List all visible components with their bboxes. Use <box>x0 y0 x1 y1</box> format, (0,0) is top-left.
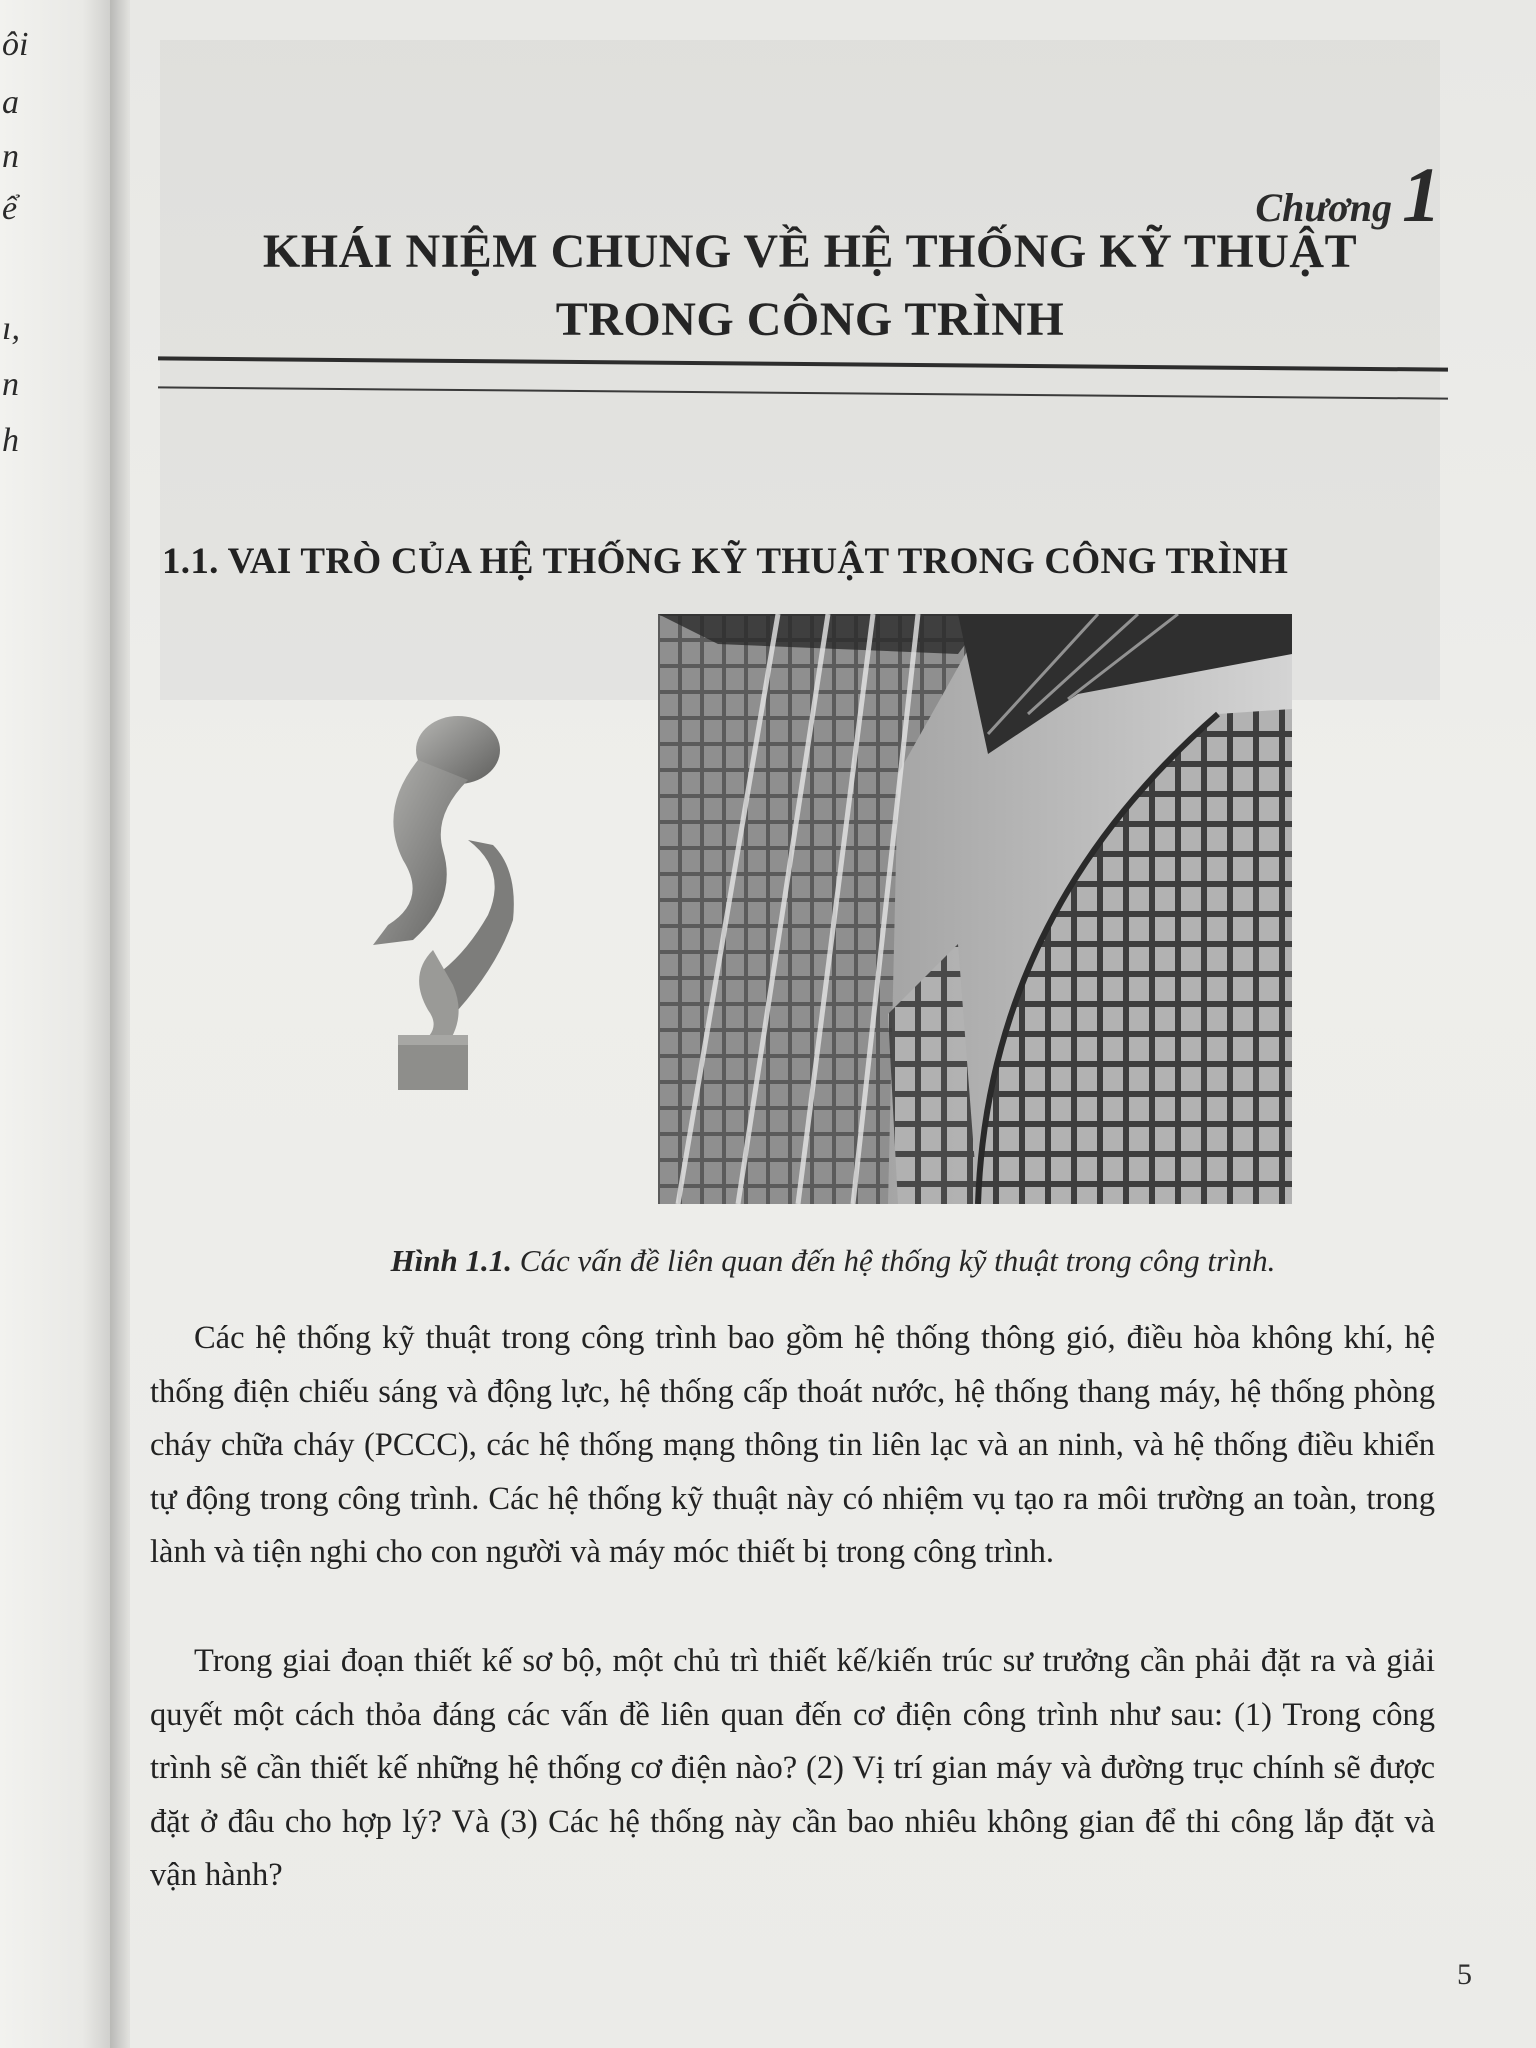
left-page-fragment: n <box>2 366 19 403</box>
left-page-fragment: ı, <box>2 310 20 347</box>
left-page-edge <box>0 0 118 2048</box>
left-page-fragment: n <box>2 138 19 175</box>
left-page-fragment: ôi <box>2 26 29 63</box>
section-heading: 1.1. VAI TRÒ CỦA HỆ THỐNG KỸ THUẬT TRONG CÔNG TRÌNH <box>162 541 1289 582</box>
left-page-fragment: a <box>2 84 19 121</box>
figure-caption <box>130 1243 1536 1279</box>
chapter-word: Chương <box>1255 185 1392 230</box>
chapter-number: 1 <box>1402 151 1441 238</box>
chapter-title-line-2: TRONG CÔNG TRÌNH <box>555 293 1065 346</box>
figure-caption-text: Các vấn đề liên quan đến hệ thống kỹ thuật trong công trình. <box>519 1243 1276 1278</box>
question-sculpture-illustration <box>348 700 548 1100</box>
skyscraper-photo <box>658 614 1292 1204</box>
paragraph-2: Trong giai đoạn thiết kế sơ bộ, một chủ trì thiết kế/kiến trúc sư trưởng cần phải đặt ra và giải quyết một cách thỏa đáng các vấn đề liên quan đến cơ điện công trình như sau: (1) Trong công trình sẽ cần thiết kế những hệ thống cơ điện nào? (2) Vị trí gian máy và đường trục chính sẽ được đặt ở đâu cho hợp lý? Và (3) Các hệ thống này cần bao nhiêu không gian để thi công lắp đặt và vận hành? <box>150 1643 1435 1893</box>
chapter-title <box>160 218 1460 354</box>
show-through-shadow <box>160 40 1440 700</box>
chapter-title-line-1: KHÁI NIỆM CHUNG VỀ HỆ THỐNG KỸ THUẬT <box>262 225 1358 278</box>
left-page-fragment: h <box>2 422 19 459</box>
page-number: 5 <box>1457 1958 1472 1991</box>
left-page-fragment: ể <box>2 190 18 227</box>
paragraph-1: Các hệ thống kỹ thuật trong công trình bao gồm hệ thống thông gió, điều hòa không khí, hệ thống điện chiếu sáng và động lực, hệ thống cấp thoát nước, hệ thống thang máy, hệ thống phòng cháy chữa cháy (PCCC), các hệ thống mạng thông tin liên lạc và an ninh, và hệ thống điều khiển tự động trong công trình. Các hệ thống kỹ thuật này có nhiệm vụ tạo ra môi trường an toàn, trong lành và tiện nghi cho con người và máy móc thiết bị trong công trình. <box>150 1320 1435 1570</box>
figure-label: Hình 1.1. <box>390 1243 513 1278</box>
